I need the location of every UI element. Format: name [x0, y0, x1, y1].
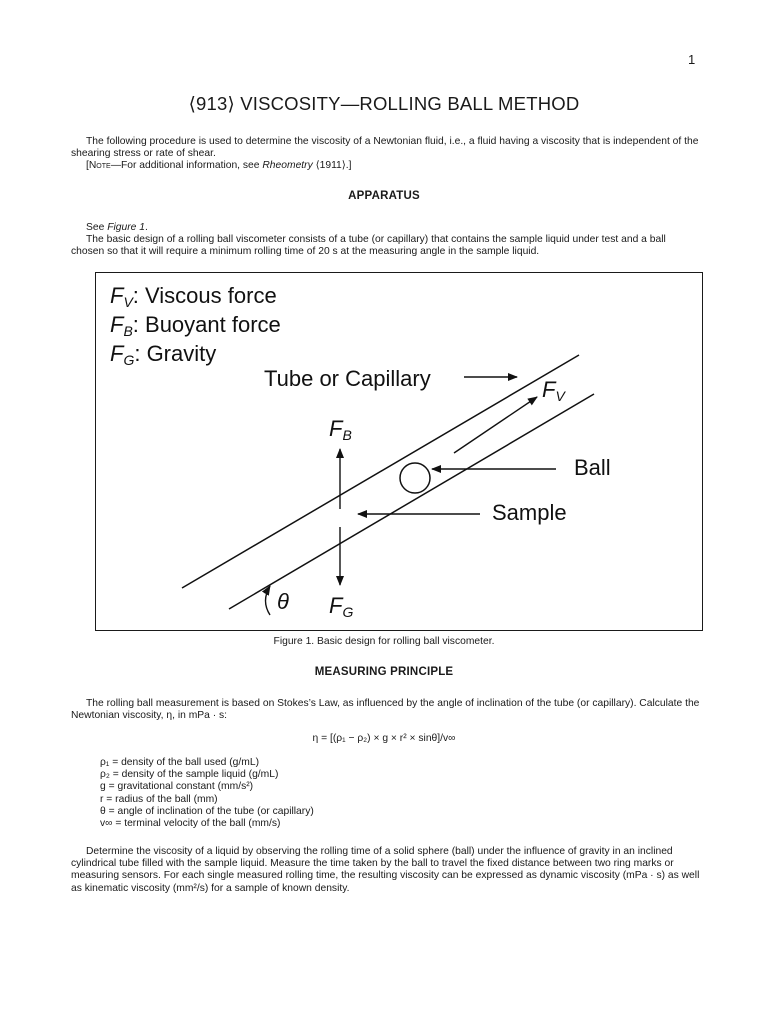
figure-caption: Figure 1. Basic design for rolling ball viscometer. — [273, 636, 495, 647]
apparatus-heading: APPARATUS — [348, 190, 420, 202]
intro-paragraph: The following procedure is used to determine the viscosity of a Newtonian fluid, i.e., a fluid having a viscosity that is independent of the shearing stress or rate of shear. — [71, 136, 699, 160]
angle-arc — [266, 586, 271, 615]
definition-item: r = radius of the ball (mm) — [100, 793, 218, 805]
definition-item: v∞ = terminal velocity of the ball (mm/s) — [100, 818, 281, 830]
tube-label: Tube or Capillary — [264, 366, 431, 391]
definition-item: ρ₂ = density of the sample liquid (g/mL) — [100, 769, 279, 781]
note-open: [ — [86, 160, 89, 171]
figure-1-ref: Figure 1 — [107, 222, 145, 233]
fg-diagram-label: $F_G$ — [329, 593, 354, 620]
method-paragraph: Determine the viscosity of a liquid by observing the rolling time of a solid sphere (ball) under the influence of gravity in an inclined cylindrical tube filled with the sample liquid. Measure the time taken by the ball to travel the fixed distance between two ring marks or measuring sensors. For each single measured rolling time, the resulting viscosity can be expressed as dynamic viscosity (mPa · s) as well as kinematic viscosity (mm²/s) for a sample of known density. — [71, 846, 700, 894]
apparatus-paragraph: The basic design of a rolling ball viscometer consists of a tube (or capillary) that contains the sample liquid under test and a ball chosen so that it will require a minimum rolling time of 20 s at the measuring angle in the sample liquid. — [71, 234, 666, 258]
definitions-list — [100, 757, 314, 830]
page-number: 1 — [688, 52, 696, 67]
theta-label: θ — [277, 589, 289, 614]
figure-1 — [95, 272, 703, 631]
definition-item: θ = angle of inclination of the tube (or capillary) — [100, 805, 314, 817]
page-title: ⟨913⟩ VISCOSITY—ROLLING BALL METHOD — [188, 93, 580, 114]
ball-label: Ball — [574, 455, 611, 480]
note-text: —For additional information, see — [110, 160, 263, 171]
note-label: Note — [88, 160, 111, 171]
see-figure-line — [71, 222, 701, 234]
sample-label: Sample — [492, 500, 567, 525]
see-end: . — [144, 222, 148, 233]
fb-diagram-label: $F_B$ — [329, 416, 352, 443]
viscosity-formula: η = [(ρ₁ − ρ₂) × g × r² × sinθ]/v∞ — [312, 733, 456, 744]
see-text: See — [86, 222, 108, 233]
note-paragraph — [71, 160, 701, 172]
viscous-arrow — [454, 397, 537, 453]
fv-diagram-label: $F_V$ — [542, 377, 565, 404]
rheometry-ref: Rheometry — [262, 160, 313, 171]
measuring-heading: MEASURING PRINCIPLE — [314, 666, 454, 678]
legend-viscous-force: $F_V$: Viscous force — [110, 283, 277, 310]
legend-gravity: $F_G$: Gravity — [110, 341, 217, 368]
legend-buoyant-force: $F_B$: Buoyant force — [110, 312, 281, 339]
measuring-paragraph: The rolling ball measurement is based on Stokes’s Law, as influenced by the angle of inclination of the tube (or capillary). Calculate the Newtonian viscosity, η, in mPa · s: — [71, 698, 700, 722]
definition-item: g = gravitational constant (mm/s²) — [100, 781, 254, 793]
ball — [400, 463, 430, 493]
note-close: ⟨1911⟩.] — [312, 160, 352, 171]
definition-item: ρ₁ = density of the ball used (g/mL) — [100, 757, 260, 768]
